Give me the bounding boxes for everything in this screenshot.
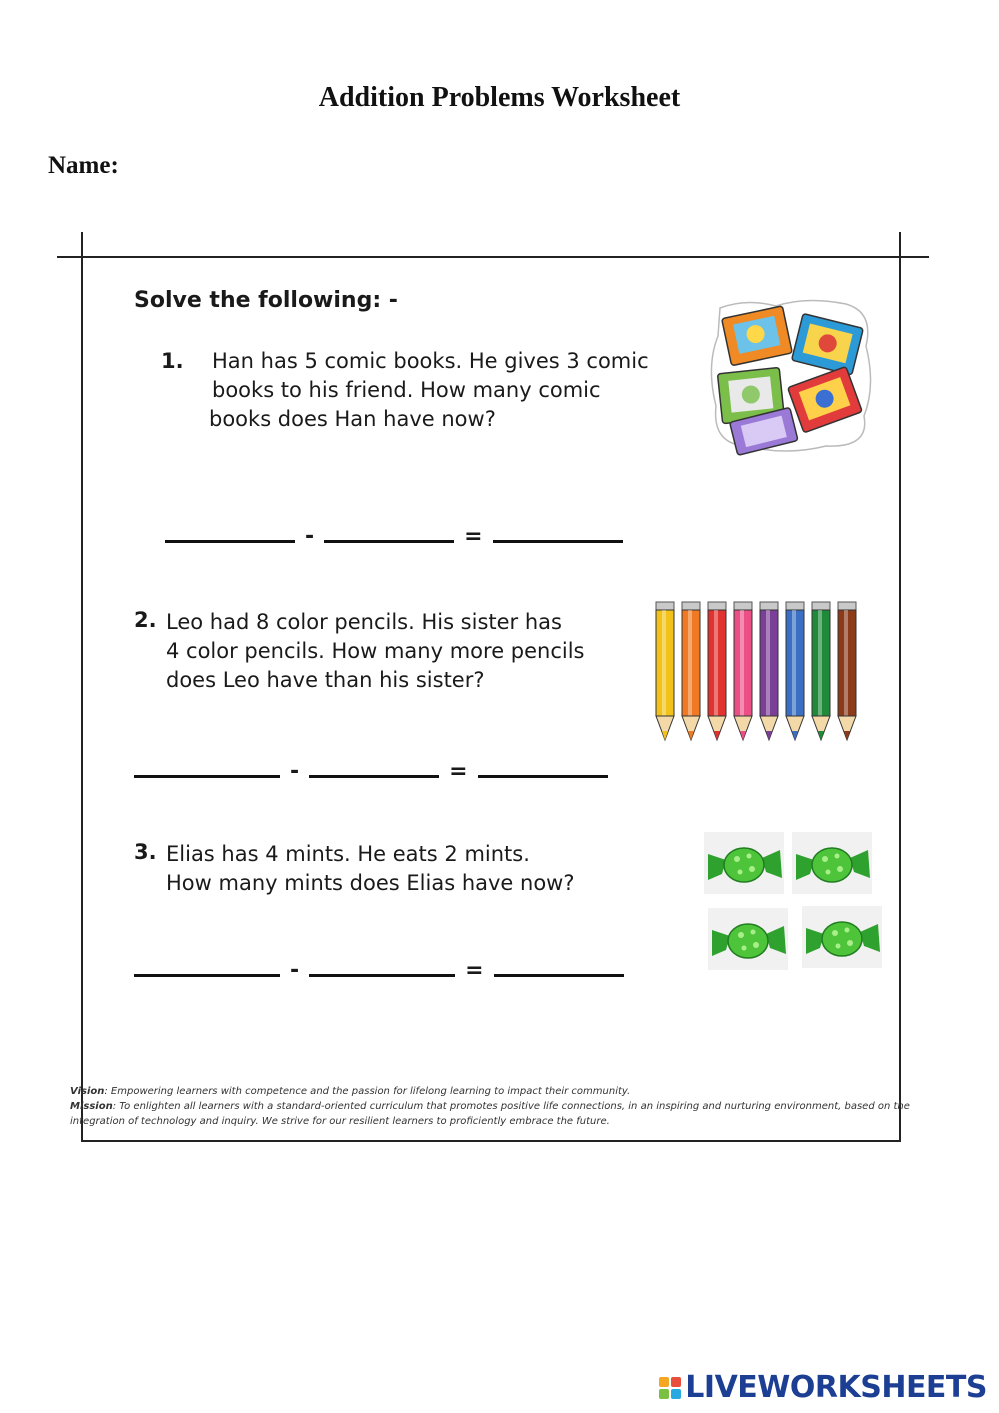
question-line: Elias has 4 mints. He eats 2 mints. — [166, 842, 530, 866]
vision-statement — [70, 1084, 920, 1099]
frame-left-line — [81, 232, 83, 1142]
page-title: Addition Problems Worksheet — [318, 82, 681, 113]
frame-bottom-line — [81, 1140, 901, 1142]
question-number: 1. — [161, 349, 184, 373]
answer-blank[interactable] — [309, 956, 455, 977]
answer-blank[interactable] — [165, 522, 295, 543]
answer-blank[interactable] — [134, 956, 280, 977]
frame-top-line — [57, 256, 929, 258]
mint — [708, 908, 788, 970]
frame-right-line — [899, 232, 901, 1142]
minus-sign: - — [305, 524, 315, 549]
question-line: books to his friend. How many comic — [212, 378, 601, 402]
name-label: Name: — [48, 152, 119, 179]
mission-text: : To enlighten all learners with a standard-oriented curriculum that promotes positive life connections, in an inspiring and nurturing environment, based on the integration of technology and inquiry. We strive for our resilient learners to proficiently embrace the future. — [70, 1101, 910, 1127]
mint — [802, 906, 882, 968]
question-line: Leo had 8 color pencils. His sister has — [166, 610, 562, 634]
pencil — [760, 602, 778, 740]
logo-square — [671, 1377, 681, 1387]
pencil — [838, 602, 856, 740]
mission-statement — [70, 1099, 920, 1129]
question-number: 2. — [134, 608, 157, 632]
vision-label: Vision — [70, 1086, 105, 1097]
equals-sign: = — [464, 524, 483, 549]
answer-equation — [165, 522, 623, 549]
question-line: 4 color pencils. How many more pencils — [166, 639, 585, 663]
answer-equation — [134, 757, 608, 784]
answer-blank[interactable] — [309, 757, 439, 778]
liveworksheets-logo-icon — [659, 1377, 681, 1399]
question-line: does Leo have than his sister? — [166, 668, 485, 692]
answer-blank[interactable] — [324, 522, 454, 543]
pencil — [812, 602, 830, 740]
question-line: books does Han have now? — [209, 407, 496, 431]
section-heading: Solve the following: - — [134, 288, 398, 313]
logo-square — [659, 1389, 669, 1399]
mint — [792, 832, 872, 894]
brand-name: LIVEWORKSHEETS — [685, 1370, 987, 1405]
mint — [704, 832, 784, 894]
answer-blank[interactable] — [493, 522, 623, 543]
mission-label: Mission — [70, 1101, 113, 1112]
answer-blank[interactable] — [134, 757, 280, 778]
question-number: 3. — [134, 840, 157, 864]
logo-square — [659, 1377, 669, 1387]
minus-sign: - — [290, 759, 300, 784]
pencil — [682, 602, 700, 740]
vision-mission-footer — [70, 1084, 920, 1129]
pencil — [786, 602, 804, 740]
logo-square — [671, 1389, 681, 1399]
equals-sign: = — [465, 958, 484, 983]
question-line: Han has 5 comic books. He gives 3 comic — [212, 349, 649, 373]
answer-equation — [134, 956, 624, 983]
pencil — [656, 602, 674, 740]
answer-blank[interactable] — [478, 757, 608, 778]
color-pencils-illustration — [650, 600, 862, 748]
question-line: How many mints does Elias have now? — [166, 871, 575, 895]
liveworksheets-brand[interactable] — [659, 1370, 987, 1405]
equals-sign: = — [449, 759, 468, 784]
question-text — [166, 608, 585, 695]
question-text — [209, 347, 649, 434]
green-mints-illustration — [704, 832, 886, 972]
answer-blank[interactable] — [494, 956, 624, 977]
vision-text: : Empowering learners with competence and the passion for lifelong learning to impact their community. — [104, 1086, 631, 1097]
minus-sign: - — [290, 958, 300, 983]
question-text — [166, 840, 575, 898]
pencil — [734, 602, 752, 740]
comic-books-illustration — [706, 296, 878, 458]
pencil — [708, 602, 726, 740]
